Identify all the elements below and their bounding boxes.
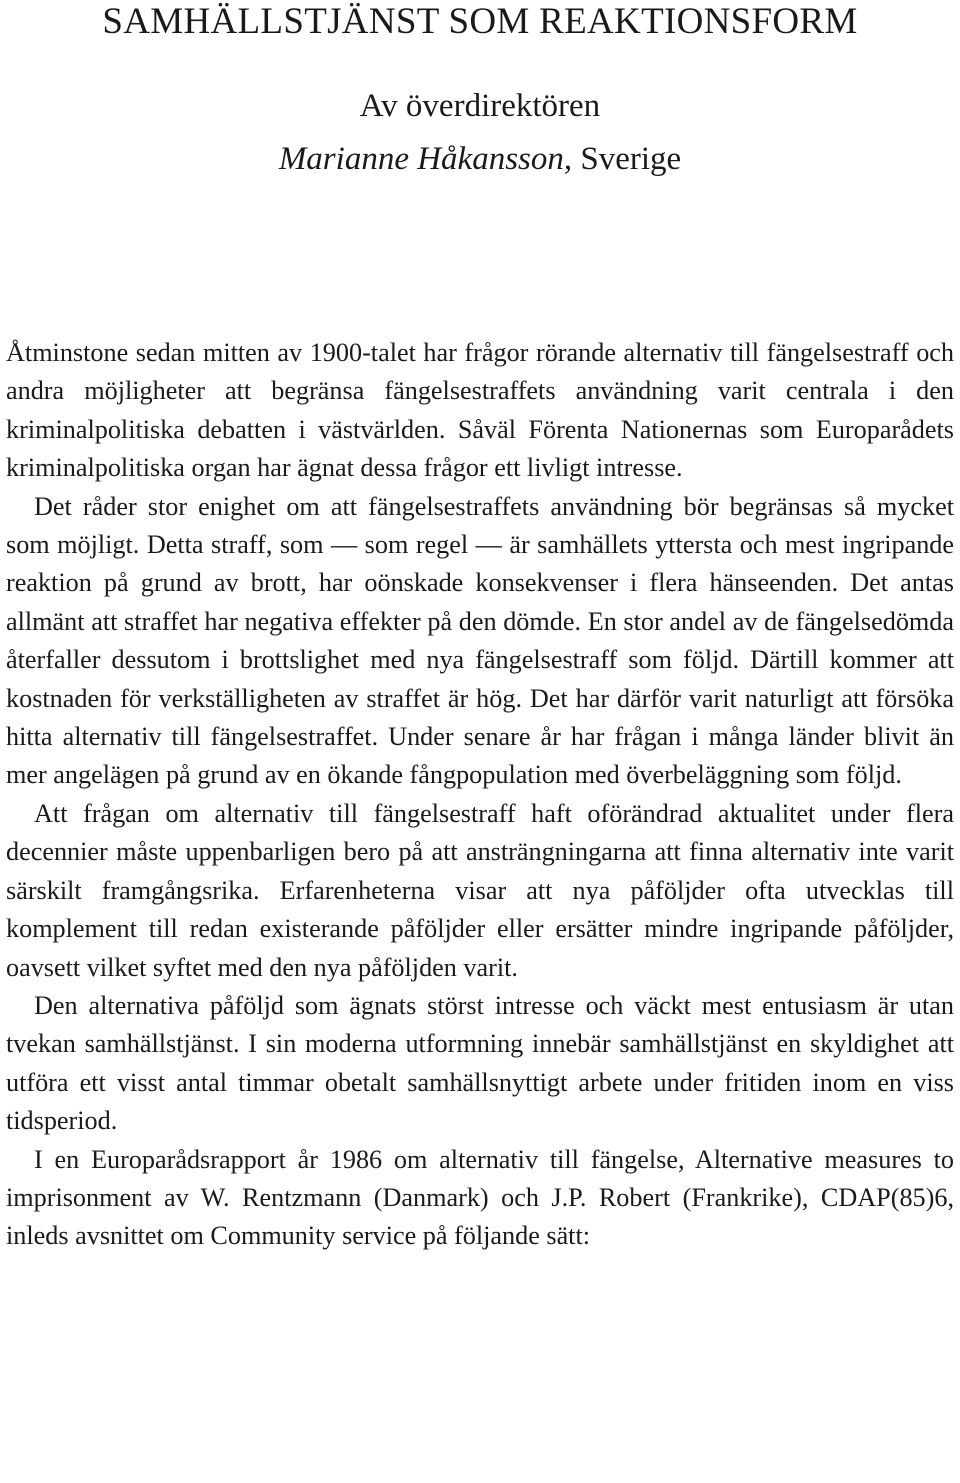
paragraph-2: Det råder stor enighet om att fängelsestraffets användning bör begränsas så mycket som möjligt. Detta straff, som — som regel — är samhällets yttersta och mest ingripande reaktion på grund av brott, har oönskade konsekvenser i flera hänseenden. Det antas allmänt att straffet har negativa effekter på den dömde. En stor andel av de fängelsedömda återfaller dessutom i brottslighet med nya fängelsestraff som följd. Därtill kommer att kostnaden för verkställigheten av straffet är hög. Det har därför varit naturligt att försöka hitta alternativ till fängelsestraffet. Under senare år har frågan i många länder blivit än mer angelägen på grund av en ökande fångpopulation med överbeläggning som följd. xyxy=(6,491,954,790)
byline: Av överdirektören xyxy=(359,88,601,124)
author-country: Sverige xyxy=(572,141,682,177)
paragraph-3: Att frågan om alternativ till fängelsestraff haft oförändrad aktualitet under flera decennier måste uppenbarligen bero på att ansträngningarna att finna alternativ inte varit särskilt framgångsrika. Erfarenheterna visar att nya påföljder ofta utvecklas till komplement till redan existerande påföljder eller ersätter mindre ingripande påföljder, oavsett vilket syftet med den nya påföljden varit. xyxy=(6,798,954,982)
article-title: SAMHÄLLSTJÄNST SOM REAKTIONSFORM xyxy=(102,1,858,42)
author-line xyxy=(0,139,960,179)
article-body xyxy=(6,334,954,1256)
paragraph-5: I en Europarådsrapport år 1986 om alternativ till fängelse, Alternative measures to imprisonment av W. Rentzmann (Danmark) och J.P. Robert (Frankrike), CDAP(85)6, inleds avsnittet om Community service på följande sätt: xyxy=(6,1144,954,1251)
paragraph-1: Åtminstone sedan mitten av 1900-talet har frågor rörande alternativ till fängelsestraff och andra möjligheter att begränsa fängelsestraffets användning varit centrala i den kriminalpolitiska debatten i västvärlden. Såväl Förenta Nationernas som Europarådets kriminalpolitiska organ har ägnat dessa frågor ett livligt intresse. xyxy=(6,338,954,483)
author-name: Marianne Håkansson, xyxy=(278,141,573,177)
paragraph-4: Den alternativa påföljd som ägnats störst intresse och väckt mest entusiasm är utan tvekan samhällstjänst. I sin moderna utformning innebär samhällstjänst en skyldighet att utföra ett visst antal timmar obetalt samhällsnyttigt arbete under fritiden inom en viss tidsperiod. xyxy=(6,990,954,1136)
